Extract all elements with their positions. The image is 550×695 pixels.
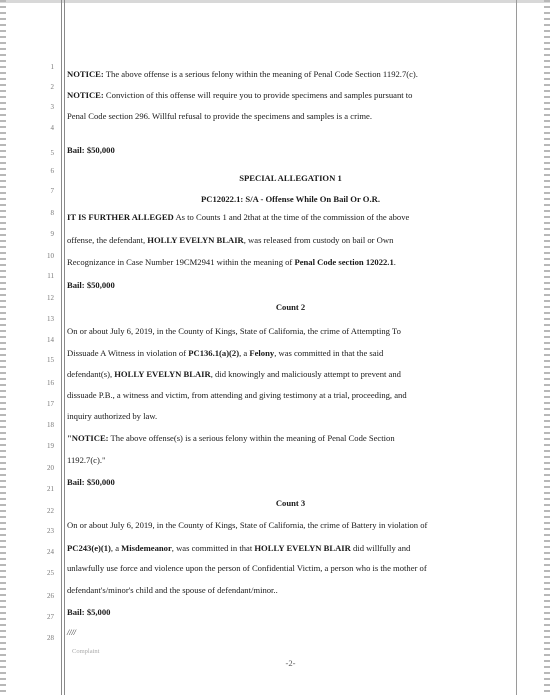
right-edge-dashes	[544, 0, 550, 695]
count-3-line-2: PC243(e)(1), a Misdemeanor, was committed in that HOLLY EVELYN BLAIR did willfully and	[67, 543, 411, 553]
line-number: 27	[47, 613, 54, 621]
line-number: 20	[47, 464, 54, 472]
continuation-slashes: ////	[67, 628, 76, 637]
line-number: 13	[47, 315, 54, 323]
count-2-line-4: dissuade P.B., a witness and victim, from attending and giving testimony at a trial, proceeding, and	[67, 390, 407, 400]
left-margin-rule-inner	[64, 0, 65, 695]
line-number: 10	[47, 252, 54, 260]
line-number: 25	[47, 569, 54, 577]
line-number: 19	[47, 442, 54, 450]
line-number: 1	[50, 63, 54, 71]
count-2-line-1: On or about July 6, 2019, in the County of Kings, State of California, the crime of Attempting To	[67, 326, 401, 336]
special-allegation-heading: SPECIAL ALLEGATION 1	[239, 173, 342, 183]
line-number: 2	[50, 83, 54, 91]
bail-amount: Bail: $50,000	[67, 477, 115, 487]
line-number: 12	[47, 294, 54, 302]
footer-document-label: Complaint	[72, 648, 100, 655]
line-number: 23	[47, 527, 54, 535]
line-number: 17	[47, 400, 54, 408]
bail-amount: Bail: $50,000	[67, 145, 115, 155]
count-3-line-4: defendant's/minor's child and the spouse of defendant/minor..	[67, 585, 278, 595]
count-3-line-1: On or about July 6, 2019, in the County of Kings, State of California, the crime of Battery in violation of	[67, 520, 428, 530]
count-2-heading: Count 2	[275, 302, 306, 312]
count-2-line-5: inquiry authorized by law.	[67, 411, 158, 421]
count-3-line-3: unlawfully use force and violence upon the person of Confidential Victim, a person who is the mother of	[67, 563, 427, 573]
special-allegation-line-2: offense, the defendant, HOLLY EVELYN BLAIR, was released from custody on bail or Own	[67, 235, 394, 245]
count-2-notice: "NOTICE: The above offense(s) is a serious felony within the meaning of Penal Code Section	[67, 433, 395, 443]
special-allegation-line-3: Recognizance in Case Number 19CM2941 within the meaning of Penal Code section 12022.1.	[67, 257, 396, 267]
special-allegation-line-1: IT IS FURTHER ALLEGED As to Counts 1 and 2that at the time of the commission of the above	[67, 212, 410, 222]
left-margin-rule-outer	[61, 0, 62, 695]
line-number: 14	[47, 336, 54, 344]
count-3-heading: Count 3	[275, 498, 306, 508]
notice-specimens-cont: Penal Code section 296. Willful refusal to provide the specimens and samples is a crime.	[67, 111, 372, 121]
line-number: 21	[47, 485, 54, 493]
line-number: 18	[47, 421, 54, 429]
line-number: 22	[47, 507, 54, 515]
line-number: 28	[47, 634, 54, 642]
count-2-line-2: Dissuade A Witness in violation of PC136.1(a)(2), a Felony, was committed in that the said	[67, 348, 384, 358]
line-number: 15	[47, 356, 54, 364]
bail-amount: Bail: $50,000	[67, 280, 115, 290]
notice-specimens: NOTICE: Conviction of this offense will require you to provide specimens and samples pursuant to	[67, 90, 413, 100]
line-number: 3	[50, 103, 54, 111]
line-number: 4	[50, 124, 54, 132]
line-number: 26	[47, 592, 54, 600]
line-number: 8	[50, 209, 54, 217]
line-number: 24	[47, 548, 54, 556]
special-allegation-subheading: PC12022.1: S/A - Offense While On Bail Or O.R.	[201, 194, 380, 204]
top-border	[0, 0, 550, 3]
notice-serious-felony: NOTICE: The above offense is a serious felony within the meaning of Penal Code Section 1192.7(c).	[67, 69, 418, 79]
line-number: 9	[50, 230, 54, 238]
line-number: 16	[47, 379, 54, 387]
line-number: 5	[50, 149, 54, 157]
count-2-line-3: defendant(s), HOLLY EVELYN BLAIR, did knowingly and maliciously attempt to prevent and	[67, 369, 401, 379]
line-number: 11	[47, 272, 54, 280]
right-margin-rule	[516, 0, 517, 695]
left-edge-dashes	[0, 0, 6, 695]
line-number: 6	[50, 167, 54, 175]
page-number: -2-	[285, 658, 296, 668]
bail-amount: Bail: $5,000	[67, 607, 111, 617]
line-number: 7	[50, 187, 54, 195]
count-2-notice-cont: 1192.7(c)."	[67, 455, 106, 465]
